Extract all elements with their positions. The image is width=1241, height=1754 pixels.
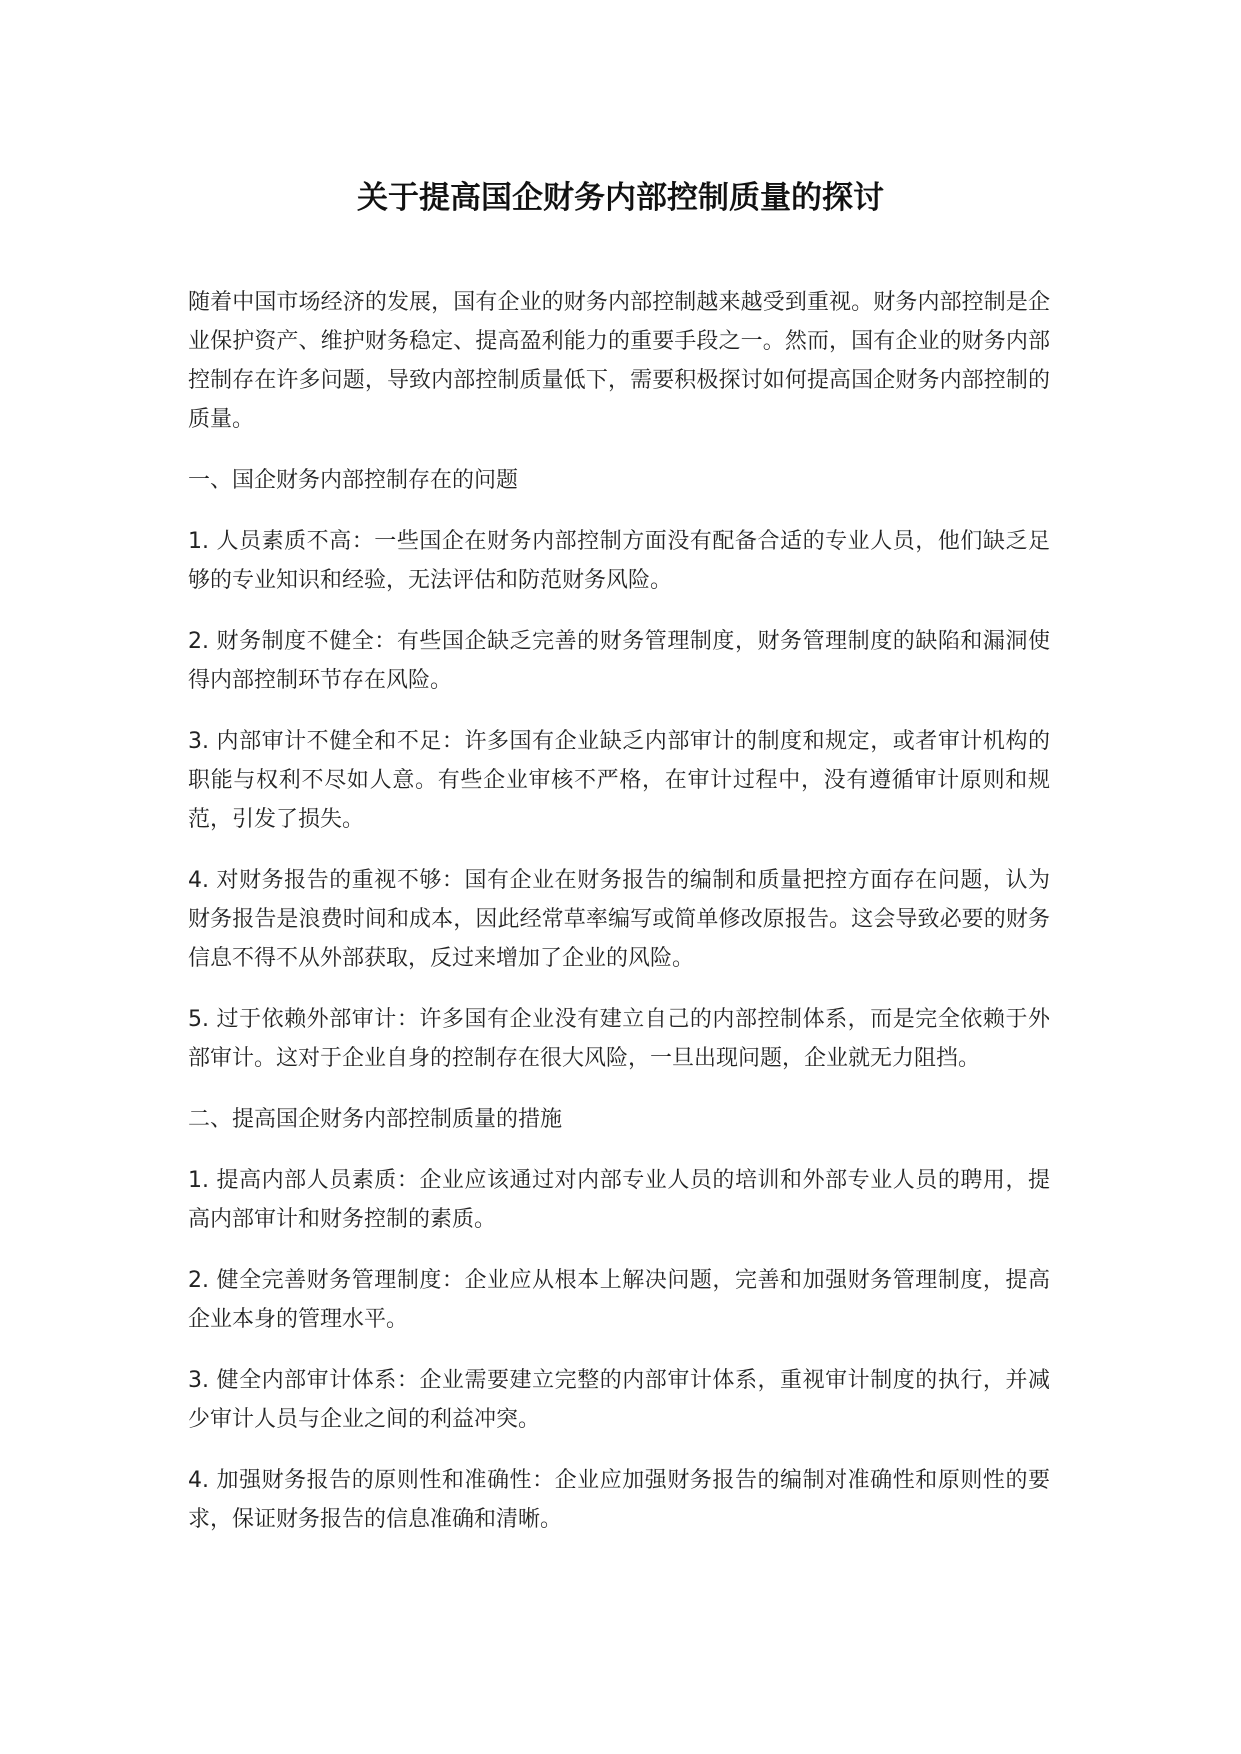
measure-item-4: 4. 加强财务报告的原则性和准确性：企业应加强财务报告的编制对准确性和原则性的要求，保证财务报告的信息准确和清晰。 bbox=[188, 1468, 1050, 1532]
problem-item-2: 2. 财务制度不健全：有些国企缺乏完善的财务管理制度，财务管理制度的缺陷和漏洞使得内部控制环节存在风险。 bbox=[188, 629, 1050, 693]
document-body bbox=[188, 283, 1050, 1561]
problem-item-3: 3. 内部审计不健全和不足：许多国有企业缺乏内部审计的制度和规定，或者审计机构的职能与权利不尽如人意。有些企业审核不严格，在审计过程中，没有遵循审计原则和规范，引发了损失。 bbox=[188, 729, 1050, 832]
section-heading-problems: 一、国企财务内部控制存在的问题 bbox=[188, 468, 519, 493]
intro-paragraph: 随着中国市场经济的发展，国有企业的财务内部控制越来越受到重视。财务内部控制是企业保护资产、维护财务稳定、提高盈利能力的重要手段之一。然而，国有企业的财务内部控制存在许多问题，导致内部控制质量低下，需要积极探讨如何提高国企财务内部控制的质量。 bbox=[188, 290, 1050, 432]
measure-item-2: 2. 健全完善财务管理制度：企业应从根本上解决问题，完善和加强财务管理制度，提高企业本身的管理水平。 bbox=[188, 1268, 1050, 1332]
section-heading-measures: 二、提高国企财务内部控制质量的措施 bbox=[188, 1107, 563, 1132]
problem-item-5: 5. 过于依赖外部审计：许多国有企业没有建立自己的内部控制体系，而是完全依赖于外部审计。这对于企业自身的控制存在很大风险，一旦出现问题，企业就无力阻挡。 bbox=[188, 1007, 1050, 1071]
document-title: 关于提高国企财务内部控制质量的探讨 bbox=[357, 180, 884, 216]
problem-item-4: 4. 对财务报告的重视不够：国有企业在财务报告的编制和质量把控方面存在问题，认为财务报告是浪费时间和成本，因此经常草率编写或简单修改原报告。这会导致必要的财务信息不得不从外部获取，反过来增加了企业的风险。 bbox=[188, 868, 1050, 971]
measure-item-1: 1. 提高内部人员素质：企业应该通过对内部专业人员的培训和外部专业人员的聘用，提高内部审计和财务控制的素质。 bbox=[188, 1168, 1050, 1232]
problem-item-1: 1. 人员素质不高：一些国企在财务内部控制方面没有配备合适的专业人员，他们缺乏足够的专业知识和经验，无法评估和防范财务风险。 bbox=[188, 529, 1050, 593]
measure-item-3: 3. 健全内部审计体系：企业需要建立完整的内部审计体系，重视审计制度的执行，并减少审计人员与企业之间的利益冲突。 bbox=[188, 1368, 1050, 1432]
